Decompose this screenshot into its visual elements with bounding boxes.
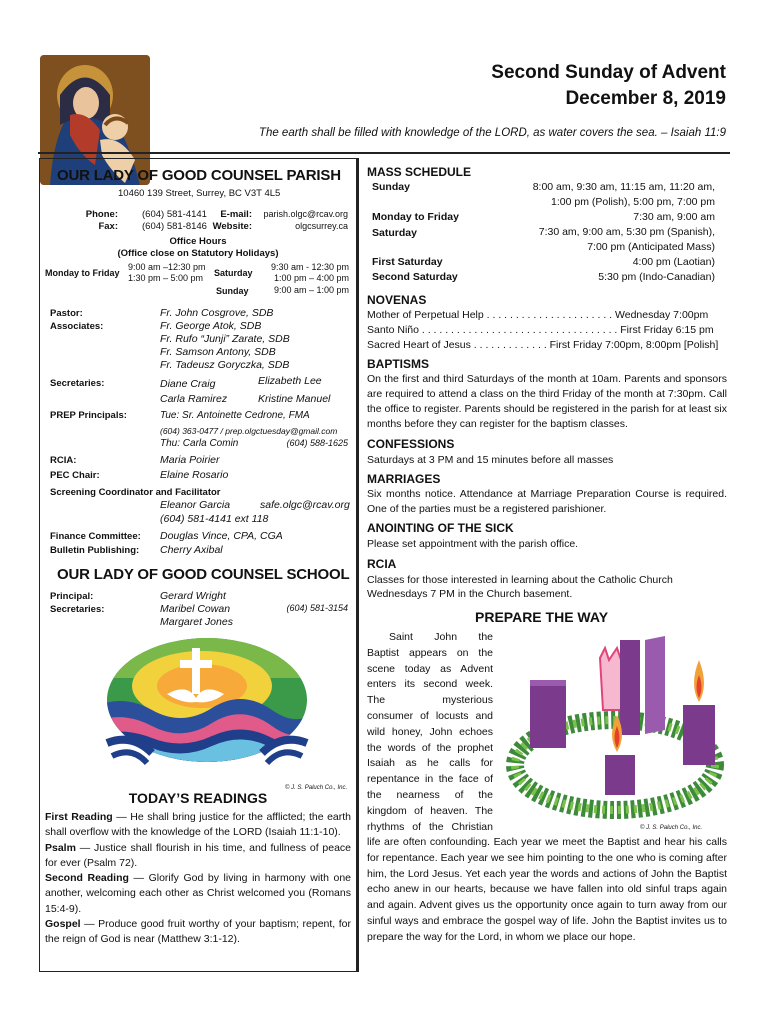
baptisms-title: BAPTISMS [367, 357, 430, 371]
mass-sunday-label: Sunday [372, 181, 410, 193]
secretaries-label: Secretaries: [50, 378, 105, 389]
pastor-name: Fr. John Cosgrove, SDB [160, 307, 274, 319]
gospel-text: — Produce good fruit worthy of your baptism; repent, for the reign of God is near (Matthew 3:1-12). [45, 918, 351, 946]
fax-label: Fax: [98, 221, 118, 232]
school-name: OUR LADY OF GOOD COUNSEL SCHOOL [57, 566, 350, 583]
prepare-line: the nearness of the [367, 788, 493, 801]
rcia-line-1: Classes for those interested in learning about the Catholic Church [367, 574, 673, 586]
confessions-title: CONFESSIONS [367, 437, 455, 451]
bulletin-date: December 8, 2019 [565, 88, 726, 109]
novena-line: Santo Niño . . . . . . . . . . . . . . . . . . . . . . . . . . . . . . . . . . First Friday 6:15 pm [367, 324, 714, 336]
scripture-verse: The earth shall be filled with knowledge of the LORD, as water covers the sea. – Isaiah 11:9 [258, 127, 726, 139]
school-staff-name: Maribel Cowan [160, 603, 231, 615]
website-label: Website: [212, 221, 252, 232]
novena-line: Mother of Perpetual Help . . . . . . . . . . . . . . . . . . . . . . Wednesday 7:00pm [367, 309, 709, 321]
mass-first-saturday-label: First Saturday [372, 256, 443, 268]
school-secretaries-label: Secretaries: [50, 604, 105, 615]
anointing-text: Please set appointment with the parish office. [367, 538, 579, 550]
novenas-title: NOVENAS [367, 293, 427, 307]
mass-schedule-title: MASS SCHEDULE [367, 165, 472, 179]
mass-sunday-times-2: 1:00 pm (Polish), 5:00 pm, 7:00 pm [551, 196, 715, 208]
marriages-title: MARRIAGES [367, 472, 441, 486]
gospel-label: Gospel [45, 918, 81, 931]
prep-thursday: Thu: Carla Comin [160, 438, 239, 449]
phone-label: Phone: [85, 209, 118, 220]
finance-name: Douglas Vince, CPA, CGA [160, 530, 283, 542]
baptism-artwork [92, 638, 322, 778]
prepare-line: scene today as Advent [367, 662, 493, 675]
website-url[interactable]: olgcsurrey.ca [295, 221, 348, 231]
secretary-name: Diane Craig [160, 378, 216, 390]
associate-name: Fr. Tadeusz Goryczka, SDB [160, 359, 290, 371]
prepare-line: Baptist appears on the [367, 646, 493, 659]
pastor-label: Pastor: [50, 308, 83, 319]
second-reading-text: — Glorify God by living in harmony with one another, welcoming each other as Christ welcomed you (Romans 15:4-9). [45, 872, 351, 915]
first-reading-text: — He shall bring justice for the afflicted; the earth shall overflow with the knowledge of the LORD (Isaiah 11:1-10). [45, 811, 352, 839]
school-staff-name: Margaret Jones [160, 616, 233, 628]
mass-saturday-times-1: 7:30 am, 9:00 am, 5:30 pm (Spanish), [538, 226, 715, 238]
prepare-line: kingdom of heaven. The [367, 804, 493, 817]
bulletin-label: Bulletin Publishing: [50, 545, 140, 556]
mass-saturday-label: Saturday [372, 227, 417, 239]
office-weekday-label: Monday to Friday [45, 268, 120, 278]
confessions-text: Saturdays at 3 PM and 15 minutes before all masses [367, 454, 614, 466]
header-divider [38, 152, 730, 154]
prepare-narrow-text [367, 630, 493, 835]
prep-label: PREP Principals: [50, 410, 127, 421]
mass-first-saturday-times: 4:00 pm (Laotian) [632, 256, 715, 268]
email-address[interactable]: parish.olgc@rcav.org [263, 209, 348, 219]
baptisms-text: On the first and third Saturdays of the month at 10am. Parents and sponsors are required to attend a class on the third Friday of the month at 7:30pm. Call the office to register. Parents should be registered in the parish for at least six months before they can register for the baptism classes. [367, 373, 727, 430]
rcia-label: RCIA: [50, 455, 77, 466]
email-label: E-mail: [220, 209, 252, 220]
office-hours-note: (Office close on Statutory Holidays) [117, 248, 279, 259]
bulletin-name: Cherry Axibal [160, 544, 223, 556]
wreath-art-credit: © J. S. Paluch Co., Inc. [640, 825, 703, 831]
mass-second-saturday-times: 5:30 pm (Indo-Canadian) [598, 271, 715, 283]
screening-name: Eleanor Garcia [160, 499, 231, 511]
novena-line: Sacred Heart of Jesus . . . . . . . . . . . . . First Friday 7:00pm, 8:00pm [Polish] [367, 339, 719, 351]
prepare-full-text: life are often confounding. Each year we meet the Baptist and hear his calls for repentance. Each year we see him pointing to the one who is coming after him, the Lord Jesus. Yet each year the words and actions of John the Baptist echo anew in our hearts, because we have fallen into old sinful traps again and again. Advent gives us the opportunity once again to turn away from our sinful ways and embrace the gospel way of life. John the Baptist invites us to prepare the way for the Lord, in whom we place our hope. [367, 836, 727, 943]
psalm-text: — Justice shall flourish in his time, and fullness of peace for ever (Psalm 72). [45, 841, 351, 869]
prep-phone: (604) 588-1625 [286, 438, 348, 448]
prepare-line: repentance in the face of [367, 773, 493, 786]
prepare-line: rhythms of the Christian [367, 820, 493, 833]
office-sunday-label: Sunday [216, 286, 249, 296]
prepare-line: The mysterious [367, 694, 493, 707]
rcia-line-2: Wednesdays 7 PM in the Church basement. [367, 588, 573, 600]
office-saturday-hours-1: 9:30 am - 12:30 pm [270, 262, 349, 272]
pec-label: PEC Chair: [50, 470, 100, 481]
screening-phone: (604) 581-4141 ext 118 [160, 513, 269, 525]
prepare-line: wild honey, John echoes [367, 725, 493, 738]
anointing-title: ANOINTING OF THE SICK [367, 521, 514, 535]
readings-text [45, 810, 351, 948]
first-reading-label: First Reading [45, 811, 113, 823]
secretary-name: Kristine Manuel [258, 393, 331, 405]
rcia-title: RCIA [367, 557, 397, 571]
office-saturday-label: Saturday [214, 268, 253, 278]
pec-name: Elaine Rosario [160, 469, 229, 481]
prepare-line: Isaiah as he calls for [367, 757, 493, 770]
office-weekday-hours-1: 9:00 am –12:30 pm [128, 262, 206, 272]
advent-wreath-artwork [505, 630, 730, 830]
prep-contact: (604) 363-0477 / prep.olgctuesday@gmail.com [160, 426, 338, 436]
office-sunday-hours: 9:00 am – 1:00 pm [273, 285, 349, 295]
school-staff-name: Gerard Wright [160, 590, 226, 602]
associate-name: Fr. George Atok, SDB [160, 320, 262, 332]
baptism-art-credit: © J. S. Paluch Co., Inc. [285, 785, 348, 791]
mass-weekday-label: Monday to Friday [372, 211, 459, 223]
mass-second-saturday-label: Second Saturday [372, 271, 458, 283]
prepare-line: Saint John the [389, 631, 493, 643]
rcia-name: Maria Poirier [160, 454, 220, 466]
prepare-line: the words of the prophet [367, 741, 493, 754]
school-phone: (604) 581-3154 [286, 603, 348, 613]
associate-name: Fr. Rufo “Junji” Zarate, SDB [160, 333, 290, 345]
school-principal-label: Principal: [50, 591, 94, 602]
mass-sunday-times-1: 8:00 am, 9:30 am, 11:15 am, 11:20 am, [532, 181, 715, 193]
prep-tuesday: Tue: Sr. Antoinette Cedrone, FMA [160, 410, 310, 421]
screening-email: safe.olgc@rcav.org [260, 499, 350, 511]
psalm-label: Psalm [45, 841, 76, 854]
prepare-line: enters its second week. [367, 678, 493, 691]
screening-label: Screening Coordinator and Facilitator [50, 487, 221, 498]
mass-weekday-times: 7:30 am, 9:00 am [633, 211, 715, 223]
mass-saturday-times-2: 7:00 pm (Anticipated Mass) [587, 241, 715, 253]
associates-label: Associates: [50, 321, 104, 332]
parish-address: 10460 139 Street, Surrey, BC V3T 4L5 [118, 188, 281, 199]
marriages-text: Six months notice. Attendance at Marriage Preparation Course is required. One of the parties must be a registered parishioner. [367, 488, 727, 515]
second-reading-label: Second Reading [45, 872, 129, 885]
office-weekday-hours-2: 1:30 pm – 5:00 pm [128, 273, 204, 283]
office-saturday-hours-2: 1:00 pm – 4:00 pm [273, 273, 349, 283]
fax-number: (604) 581-8146 [142, 221, 207, 232]
prepare-line: consumer of locusts and [367, 709, 493, 722]
column-divider [357, 158, 359, 972]
office-hours-title: Office Hours [169, 236, 227, 247]
parish-name: OUR LADY OF GOOD COUNSEL PARISH [57, 167, 341, 184]
prepare-title: PREPARE THE WAY [475, 609, 609, 625]
secretary-name: Elizabeth Lee [258, 375, 322, 387]
bulletin-title: Second Sunday of Advent [491, 62, 726, 83]
finance-label: Finance Committee: [50, 531, 141, 542]
secretary-name: Carla Ramirez [160, 393, 228, 405]
associate-name: Fr. Samson Antony, SDB [160, 346, 276, 358]
readings-title: TODAY’S READINGS [128, 790, 268, 806]
phone-number: (604) 581-4141 [142, 209, 207, 220]
